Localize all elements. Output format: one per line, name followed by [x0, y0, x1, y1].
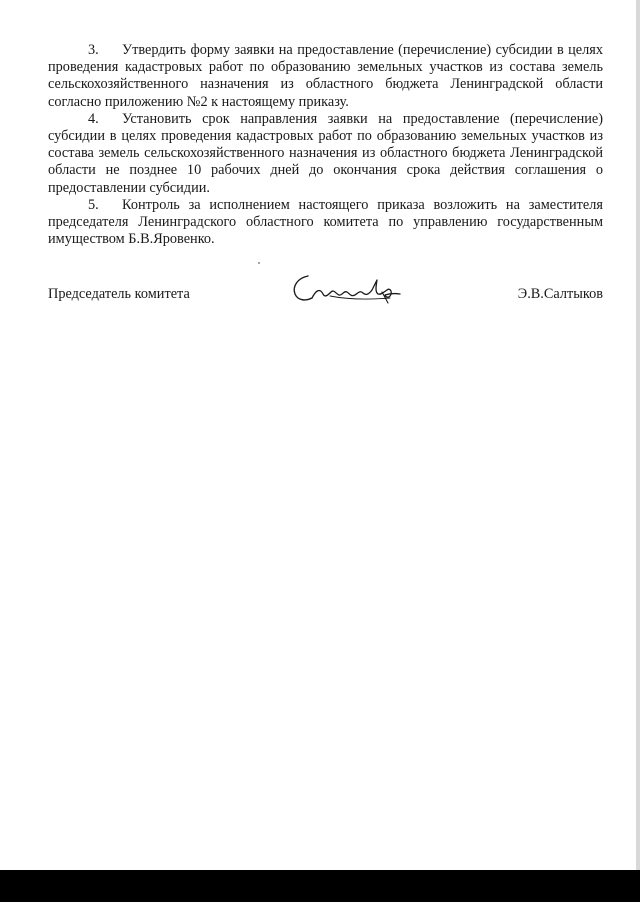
paragraph-number: 3.	[88, 42, 99, 58]
paragraph-text: Установить срок направления заявки на предоставление (перечисление) субсидии в целях проведения кадастровых работ по образованию земельных участков из состава земель сельскохозяйственного назначения из областного бюджета Ленинградской области не позднее 10 рабочих дней до окончания срока действия соглашения о предоставлении субсидии.	[48, 110, 603, 196]
signatory-position: Председатель комитета	[48, 286, 190, 302]
paragraph-number: 5.	[88, 196, 99, 213]
document-body	[48, 42, 603, 248]
paragraph-text: Утвердить форму заявки на предоставление (перечисление) субсидии в целях проведения кадастровых работ по образованию земельных участков из состава земель сельскохозяйственного назначения из областного бюджета Ленинградской области согласно приложению №2 к настоящему приказу.	[48, 42, 603, 110]
paragraph-5	[48, 197, 603, 249]
scan-edge	[636, 0, 640, 870]
handwritten-signature	[290, 268, 405, 310]
paragraph-text: Контроль за исполнением настоящего приказа возложить на заместителя председателя Ленинградского областного комитета по управлению государственным имуществом Б.В.Яровенко.	[48, 196, 603, 248]
paragraph-number: 4.	[88, 110, 99, 127]
signatory-name: Э.В.Салтыков	[517, 286, 603, 302]
scan-speck	[258, 262, 260, 264]
paragraph-3	[48, 42, 603, 111]
paragraph-4	[48, 111, 603, 197]
scan-bottom-border	[0, 870, 640, 902]
